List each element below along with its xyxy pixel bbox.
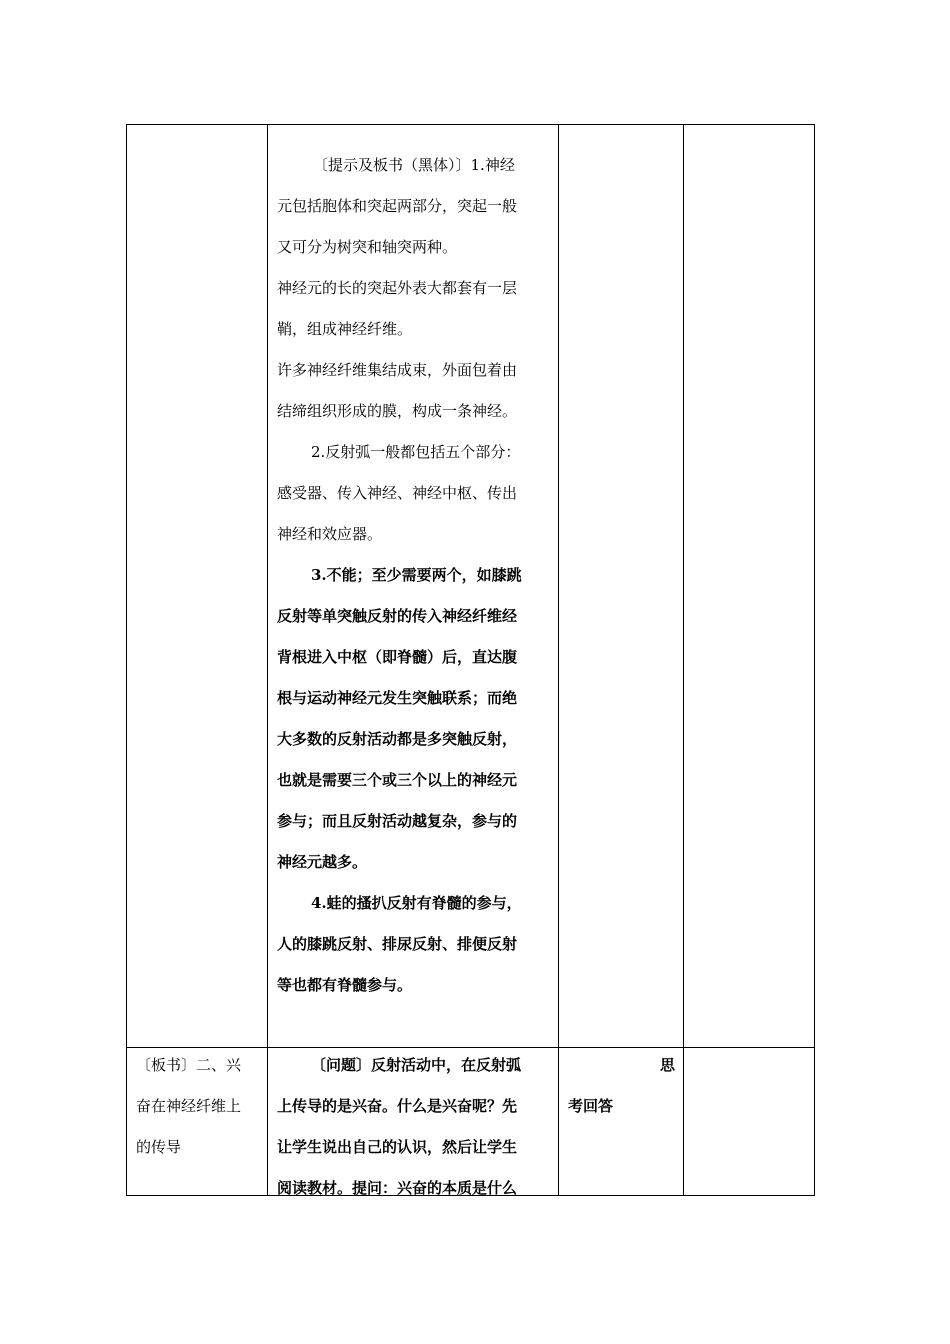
answer-3-line: 参与；而且反射活动越复杂，参与的 xyxy=(277,812,518,830)
answer-2-line: 感受器、传入神经、神经中枢、传出 xyxy=(277,484,518,502)
board-note-line: 奋在神经纤维上 xyxy=(136,1097,242,1115)
question-line: 〔问题〕反射活动中，在反射弧 xyxy=(311,1056,522,1074)
nerve-bundle-line: 许多神经纤维集结成束，外面包着由 xyxy=(277,361,518,379)
answer-4-line: 4.蛙的搔扒反射有脊髓的参与， xyxy=(311,894,522,912)
row2-board-note-cell xyxy=(136,1045,262,1168)
answer-4-line: 人的膝跳反射、排尿反射、排便反射 xyxy=(277,935,518,953)
column-divider xyxy=(683,125,684,1195)
answer-3-line: 根与运动神经元发生突触联系；而绝 xyxy=(277,689,518,707)
student-activity-line: 思 xyxy=(659,1056,675,1074)
answer-3-line: 神经元越多。 xyxy=(277,853,368,871)
answer-3-line: 也就是需要三个或三个以上的神经元 xyxy=(277,771,518,789)
answer-3-line: 大多数的反射活动都是多突触反射， xyxy=(277,730,518,748)
row2-student-activity-cell xyxy=(568,1045,675,1127)
row1-teaching-content-cell xyxy=(277,145,552,1006)
neuron-fiber-line: 鞘，组成神经纤维。 xyxy=(277,320,413,338)
board-note-line: 的传导 xyxy=(136,1138,182,1156)
answer-1-line: 元包括胞体和突起两部分，突起一般 xyxy=(277,197,518,215)
answer-2-line: 2.反射弧一般都包括五个部分： xyxy=(311,443,521,461)
answer-3-line: 3.不能；至少需要两个，如膝跳 xyxy=(311,566,522,584)
lesson-table xyxy=(126,124,815,1196)
question-line: 上传导的是兴奋。什么是兴奋呢？先 xyxy=(277,1097,518,1115)
question-line: 让学生说出自己的认识，然后让学生 xyxy=(277,1138,518,1156)
nerve-bundle-line: 结缔组织形成的膜，构成一条神经。 xyxy=(277,402,518,420)
column-divider xyxy=(558,125,559,1195)
student-activity-line: 考回答 xyxy=(568,1097,614,1115)
neuron-fiber-line: 神经元的长的突起外表大都套有一层 xyxy=(277,279,518,297)
answer-2-line: 神经和效应器。 xyxy=(277,525,383,543)
answer-3-line: 反射等单突触反射的传入神经纤维经 xyxy=(277,607,518,625)
answer-4-line: 等也都有脊髓参与。 xyxy=(277,976,413,994)
answer-1-line: 又可分为树突和轴突两种。 xyxy=(277,238,458,256)
board-note-line: 〔板书〕二、兴 xyxy=(136,1056,242,1074)
row2-question-cell xyxy=(277,1045,552,1209)
question-line: 阅读教材。提问：兴奋的本质是什么 xyxy=(277,1179,518,1197)
column-divider xyxy=(267,125,268,1195)
answer-3-line: 背根进入中枢（即脊髓）后，直达腹 xyxy=(277,648,518,666)
answer-1-line: 〔提示及板书（黑体）〕1.神经 xyxy=(313,156,515,174)
